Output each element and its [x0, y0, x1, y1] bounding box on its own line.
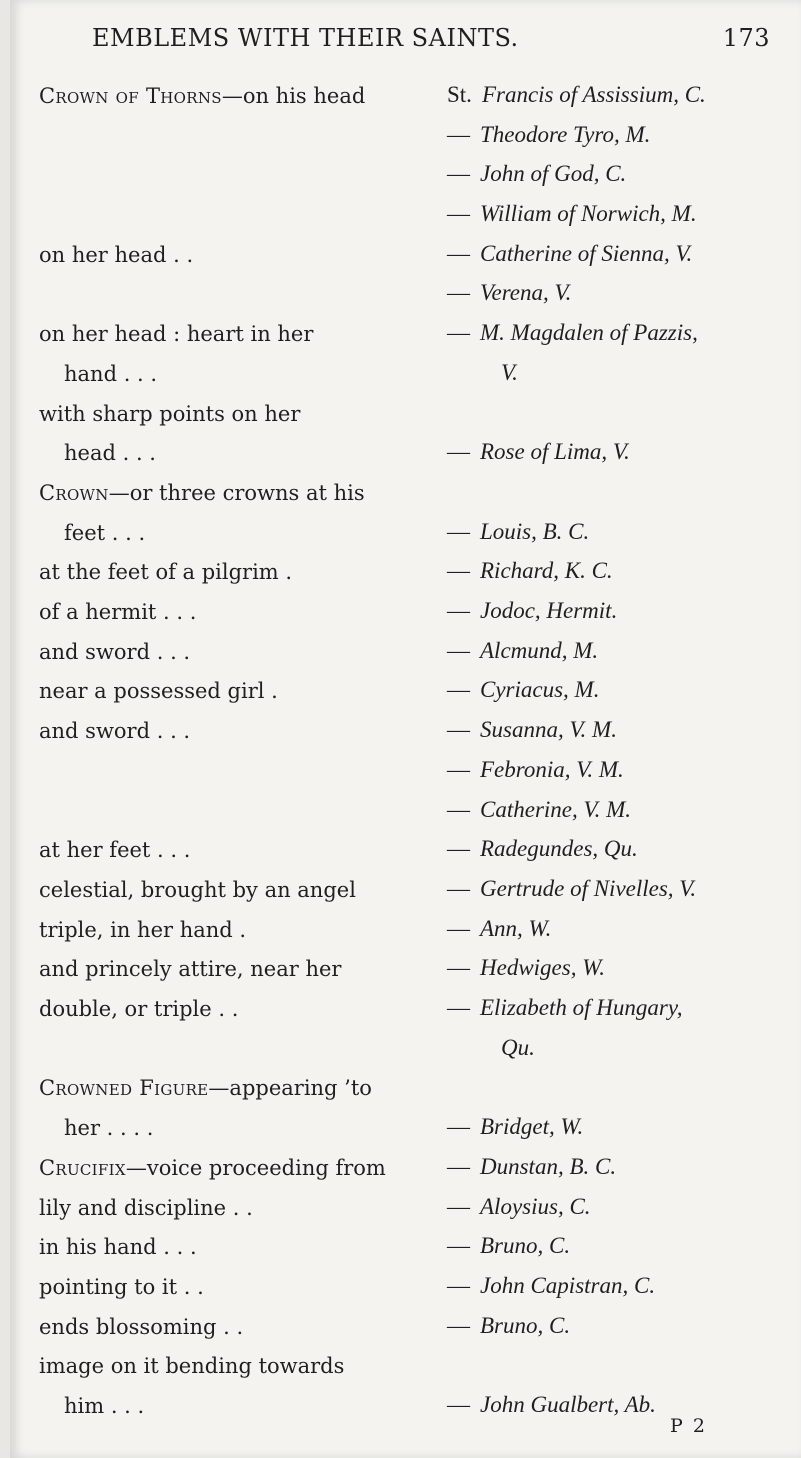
ditto-mark: —: [447, 161, 470, 186]
saint-name: William of Norwich, M.: [480, 201, 697, 226]
saint-name: Bridget, W.: [480, 1114, 584, 1139]
running-header: EMBLEMS WITH THEIR SAINTS.: [92, 24, 519, 52]
saint-entry: [447, 477, 787, 507]
saint-entry: [447, 80, 787, 110]
signature-mark: P 2: [670, 1415, 707, 1437]
saint-name: Bruno, C.: [480, 1233, 571, 1258]
saint-name: Richard, K. C.: [480, 558, 613, 583]
emblem-description: double, or triple . .: [39, 997, 239, 1021]
saint-entry: [447, 278, 787, 308]
ditto-mark: —: [447, 797, 470, 822]
emblem-description: [39, 478, 435, 508]
emblem-description: on her head . .: [39, 243, 194, 267]
emblem-description: him . . .: [64, 1394, 145, 1418]
saint-entry: [447, 795, 787, 825]
ditto-mark: —: [447, 836, 470, 861]
ditto-mark: St.: [447, 82, 472, 107]
saint-name: Susanna, V. M.: [480, 717, 617, 742]
saint-entry: [447, 874, 787, 904]
saint-entry: [447, 914, 787, 944]
saint-entry: [447, 1390, 787, 1420]
ditto-mark: —: [447, 876, 470, 901]
ditto-mark: —: [447, 1114, 470, 1139]
saint-entry: [447, 1112, 787, 1142]
emblem-description: head . . .: [64, 441, 156, 465]
saint-entry: [447, 1311, 787, 1341]
book-page: [10, 0, 801, 1458]
saint-entry: [447, 1231, 787, 1261]
emblem-description: at her feet . . .: [39, 838, 191, 862]
saint-entry: [447, 636, 787, 666]
saint-entry: [447, 1350, 787, 1380]
saint-entry: [447, 834, 787, 864]
saint-entry: [447, 953, 787, 983]
emblem-description: [39, 81, 435, 111]
saint-name: John Capistran, C.: [480, 1273, 656, 1298]
saint-entry: [447, 1192, 787, 1222]
saint-name: Catherine of Sienna, V.: [480, 241, 693, 266]
ditto-mark: —: [447, 122, 470, 147]
emblem-description: in his hand . . .: [39, 1235, 197, 1259]
ditto-mark: —: [447, 320, 470, 345]
emblem-detail: —or three crowns at his: [108, 481, 365, 505]
saint-entry: [447, 120, 787, 150]
saint-name: Louis, B. C.: [480, 519, 590, 544]
emblem-heading: Crowned Figure: [39, 1076, 209, 1100]
emblem-description: of a hermit . . .: [39, 600, 197, 624]
saint-name: John Gualbert, Ab.: [480, 1392, 656, 1417]
ditto-mark: —: [447, 558, 470, 583]
ditto-mark: —: [447, 1273, 470, 1298]
emblem-description: near a possessed girl .: [39, 679, 278, 703]
ditto-mark: —: [447, 757, 470, 782]
emblem-detail: —on his head: [221, 84, 366, 108]
emblem-description: celestial, brought by an angel: [39, 878, 356, 902]
ditto-mark: —: [447, 916, 470, 941]
saint-name: Aloysius, C.: [480, 1194, 591, 1219]
saint-name: Francis of Assissium, C.: [481, 82, 706, 107]
ditto-mark: —: [447, 1154, 470, 1179]
saint-name: John of God, C.: [480, 161, 627, 186]
saint-name: Verena, V.: [480, 280, 572, 305]
ditto-mark: —: [447, 241, 470, 266]
emblem-description: [39, 1073, 435, 1103]
emblem-description: pointing to it . .: [39, 1275, 204, 1299]
saint-entry: [447, 199, 787, 229]
emblem-description: at the feet of a pilgrim .: [39, 560, 293, 584]
ditto-mark: —: [447, 598, 470, 623]
saint-entry: [447, 993, 787, 1023]
page-number: 173: [722, 24, 770, 52]
emblem-description: [39, 1153, 435, 1183]
emblem-heading: Crown of Thorns: [39, 84, 222, 108]
emblem-heading: Crucifix: [39, 1156, 126, 1180]
ditto-mark: —: [447, 1313, 470, 1338]
saint-entry: [447, 715, 787, 745]
saint-entry: [447, 596, 787, 626]
saint-name: Cyriacus, M.: [480, 677, 600, 702]
ditto-mark: —: [447, 201, 470, 226]
emblem-description: image on it bending towards: [39, 1354, 345, 1378]
ditto-mark: —: [447, 439, 470, 464]
emblem-detail: —voice proceeding from: [125, 1156, 386, 1180]
saint-entry: [447, 755, 787, 785]
emblem-heading: Crown: [39, 481, 109, 505]
saint-entry: [447, 1271, 787, 1301]
saint-entry: [447, 437, 787, 467]
saint-name: Jodoc, Hermit.: [480, 598, 618, 623]
saint-entry: [447, 239, 787, 269]
emblem-description: and princely attire, near her: [39, 957, 342, 981]
saint-entry: [447, 1072, 787, 1102]
saint-name: Febronia, V. M.: [480, 757, 624, 782]
saint-name: Rose of Lima, V.: [480, 439, 630, 464]
ditto-mark: —: [447, 1194, 470, 1219]
saint-entry: [447, 358, 801, 388]
emblem-description: with sharp points on her: [39, 402, 301, 426]
emblem-description: her . . . .: [64, 1116, 154, 1140]
saint-name: Qu.: [501, 1035, 535, 1060]
emblem-description: feet . . .: [64, 521, 146, 545]
ditto-mark: —: [447, 280, 470, 305]
ditto-mark: —: [447, 677, 470, 702]
saint-entry: [447, 159, 787, 189]
ditto-mark: —: [447, 519, 470, 544]
emblem-description: triple, in her hand .: [39, 918, 247, 942]
ditto-mark: —: [447, 995, 470, 1020]
saint-entry: [447, 517, 787, 547]
saint-name: Hedwiges, W.: [480, 955, 606, 980]
saint-name: Dunstan, B. C.: [480, 1154, 617, 1179]
saint-entry: [447, 318, 787, 348]
saint-name: Radegundes, Qu.: [480, 836, 638, 861]
emblem-description: on her head : heart in her: [39, 322, 314, 346]
ditto-mark: —: [447, 955, 470, 980]
ditto-mark: —: [447, 1233, 470, 1258]
emblem-description: and sword . . .: [39, 719, 191, 743]
saint-name: Bruno, C.: [480, 1313, 571, 1338]
saint-name: Theodore Tyro, M.: [480, 122, 651, 147]
saint-entry: [447, 1152, 787, 1182]
ditto-mark: —: [447, 717, 470, 742]
emblem-detail: —appearing ’to: [208, 1076, 372, 1100]
saint-name: Gertrude of Nivelles, V.: [480, 876, 697, 901]
saint-name: Catherine, V. M.: [480, 797, 631, 822]
ditto-mark: —: [447, 638, 470, 663]
saint-name: Elizabeth of Hungary,: [480, 995, 683, 1020]
saint-name: Alcmund, M.: [480, 638, 599, 663]
saint-name: Ann, W.: [480, 916, 552, 941]
saint-entry: [447, 398, 787, 428]
saint-entry: [447, 1033, 801, 1063]
ditto-mark: —: [447, 1392, 470, 1417]
emblem-description: hand . . .: [64, 362, 158, 386]
saint-name: M. Magdalen of Pazzis,: [480, 320, 698, 345]
saint-entry: [447, 675, 787, 705]
emblem-description: lily and discipline . .: [39, 1196, 253, 1220]
emblem-description: and sword . . .: [39, 640, 191, 664]
emblem-description: ends blossoming . .: [39, 1315, 244, 1339]
saint-entry: [447, 556, 787, 586]
saint-name: V.: [501, 360, 518, 385]
